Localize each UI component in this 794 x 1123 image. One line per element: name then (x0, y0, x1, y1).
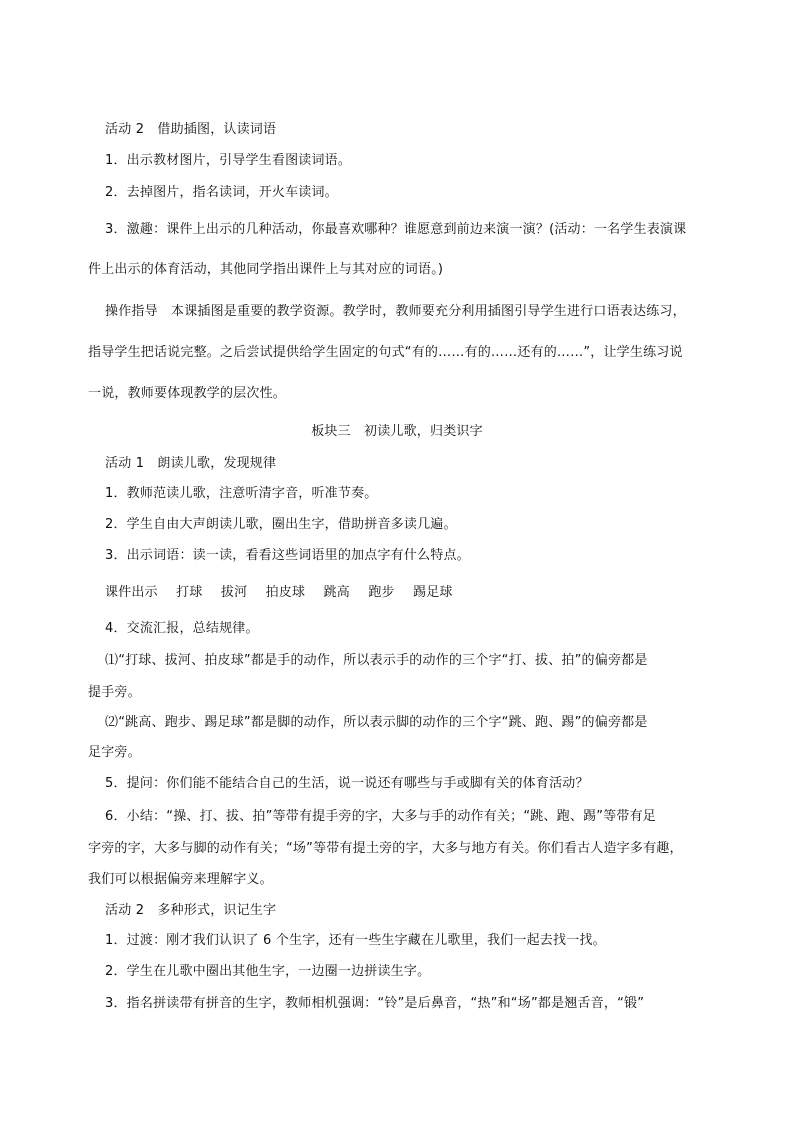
paragraph-continued: 我们可以根据偏旁来理解字义。 (88, 872, 273, 887)
word-item: 跑步 (368, 585, 395, 600)
paragraph-continued: 足字旁。 (88, 745, 141, 760)
activity-2-title: 活动 2 多种形式，识记生字 (105, 903, 277, 918)
activity-1-title: 活动 1 朗读儿歌，发现规律 (105, 456, 277, 471)
paragraph: 4．交流汇报，总结规律。 (105, 621, 259, 636)
paragraph: 2．学生自由大声朗读儿歌，圈出生字，借助拼音多读几遍。 (105, 517, 457, 532)
paragraph: ⑴“打球、拔河、拍皮球”都是手的动作，所以表示手的动作的三个字“打、拔、拍”的偏旁都是 (105, 653, 648, 668)
paragraph: 3．出示词语：读一读，看看这些词语里的加点字有什么特点。 (105, 548, 470, 563)
paragraph: 1．出示教材图片，引导学生看图读词语。 (105, 153, 352, 168)
operation-guide-continued: 指导学生把话说完整。之后尝试提供给学生固定的句式“有的……有的……还有的……”，让学生练习说 (88, 345, 683, 360)
word-item: 跳高 (323, 585, 351, 600)
courseware-label: 课件出示 (105, 585, 158, 600)
paragraph: 1．教师范读儿歌，注意听清字音，听准节奏。 (105, 486, 378, 501)
section-heading: 板块三 初读儿歌，归类识字 (311, 424, 483, 439)
paragraph-continued: 字旁的字，大多与脚的动作有关；“场”等带有提土旁的字，大多与地方有关。你们看古人造字多有趣， (88, 841, 683, 856)
courseware-words (105, 584, 467, 602)
activity-2-title: 活动 2 借助插图，认读词语 (105, 122, 277, 137)
paragraph: 3．指名拼读带有拼音的生字，教师相机强调：“铃”是后鼻音，“热”和“场”都是翘舌音，“锻” (105, 996, 645, 1011)
paragraph: 1．过渡：刚才我们认识了 6 个生字，还有一些生字藏在儿歌里，我们一起去找一找。 (105, 933, 606, 948)
paragraph-continued: 件上出示的体育活动，其他同学指出课件上与其对应的词语。) (88, 262, 444, 277)
paragraph-continued: 提手旁。 (88, 685, 141, 700)
operation-guide: 操作指导 本课插图是重要的教学资源。教学时，教师要充分利用插图引导学生进行口语表达练习， (105, 304, 686, 319)
paragraph: 5．提问：你们能不能结合自己的生活，说一说还有哪些与手或脚有关的体育活动？ (105, 776, 589, 791)
word-item: 拍皮球 (265, 585, 306, 600)
paragraph: 2．去掉图片，指名读词，开火车读词。 (105, 185, 338, 200)
paragraph: ⑵“跳高、跑步、踢足球”都是脚的动作，所以表示脚的动作的三个字“跳、跑、踢”的偏旁都是 (105, 715, 648, 730)
operation-guide-continued: 一说，教师要体现教学的层次性。 (88, 386, 287, 401)
word-item: 打球 (176, 585, 203, 600)
paragraph: 6．小结：“操、打、拔、拍”等带有提手旁的字，大多与手的动作有关；“跳、跑、踢”等带有足 (105, 809, 657, 824)
word-item: 拔河 (220, 585, 248, 600)
word-item: 踢足球 (413, 585, 453, 600)
paragraph: 3．激趣：课件上出示的几种活动，你最喜欢哪种？谁愿意到前边来演一演？(活动：一名学生表演课 (105, 222, 687, 237)
paragraph: 2．学生在儿歌中圈出其他生字，一边圈一边拼读生字。 (105, 964, 431, 979)
